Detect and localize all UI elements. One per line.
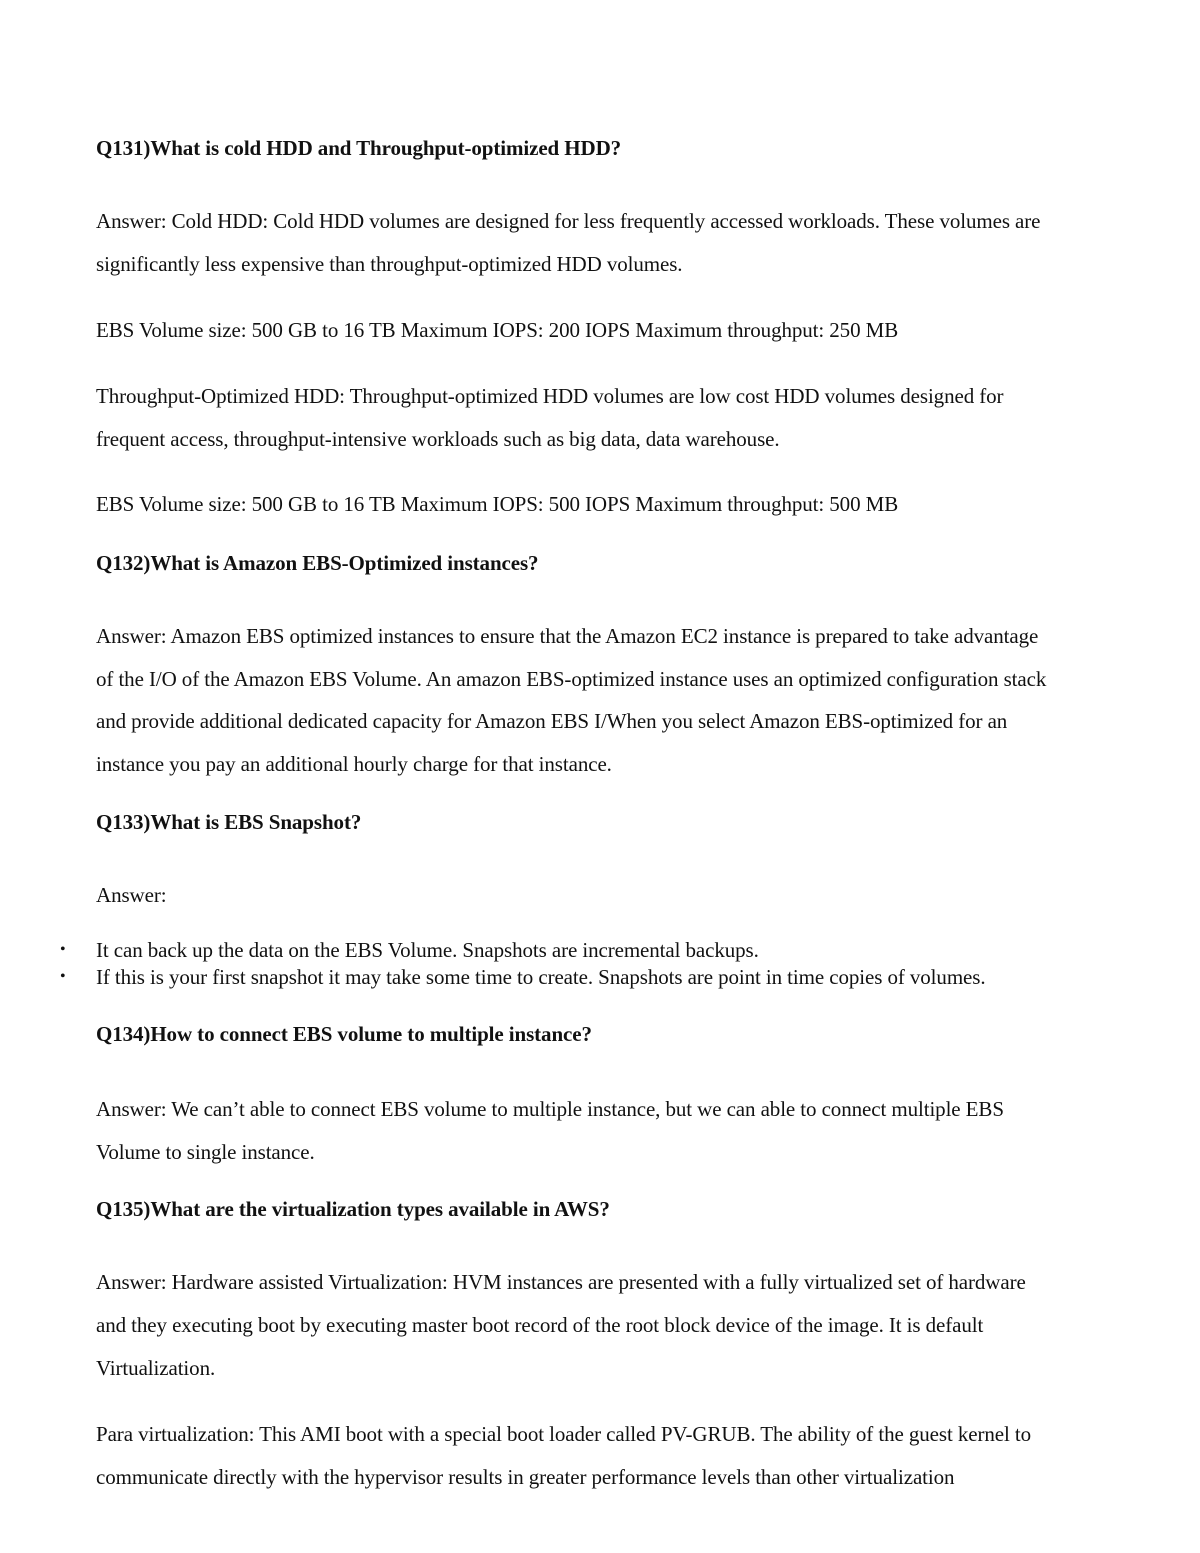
question-heading-q134: Q134)How to connect EBS volume to multiple instance?	[96, 1022, 592, 1046]
answer-line: Answer: We can’t able to connect EBS volume to multiple instance, but we can able to connect multiple EBS	[96, 1097, 1004, 1121]
answer-line: Throughput-Optimized HDD: Throughput-optimized HDD volumes are low cost HDD volumes designed for	[96, 384, 1004, 408]
spec-line: EBS Volume size: 500 GB to 16 TB Maximum IOPS: 500 IOPS Maximum throughput: 500 MB	[96, 492, 899, 516]
answer-label: Answer:	[96, 883, 167, 907]
spec-line: EBS Volume size: 500 GB to 16 TB Maximum IOPS: 200 IOPS Maximum throughput: 250 MB	[96, 318, 899, 342]
bullet-marker: •	[60, 968, 66, 985]
answer-line: and provide additional dedicated capacity for Amazon EBS I/When you select Amazon EBS-optimized for an	[96, 709, 1008, 733]
answer-line: Volume to single instance.	[96, 1140, 315, 1164]
question-heading-q133: Q133)What is EBS Snapshot?	[96, 810, 362, 834]
answer-line: significantly less expensive than throughput-optimized HDD volumes.	[96, 252, 683, 276]
answer-line: of the I/O of the Amazon EBS Volume. An amazon EBS-optimized instance uses an optimized configuration stack	[96, 667, 1047, 691]
answer-line: instance you pay an additional hourly charge for that instance.	[96, 752, 612, 776]
answer-line: communicate directly with the hypervisor results in greater performance levels than other virtualization	[96, 1465, 955, 1489]
list-item: If this is your first snapshot it may take some time to create. Snapshots are point in time copies of volumes.	[96, 965, 986, 989]
answer-line: Answer: Cold HDD: Cold HDD volumes are designed for less frequently accessed workloads. These volumes are	[96, 209, 1041, 233]
question-heading-q132: Q132)What is Amazon EBS-Optimized instances?	[96, 551, 539, 575]
answer-line: and they executing boot by executing master boot record of the root block device of the image. It is default	[96, 1313, 984, 1337]
answer-line: frequent access, throughput-intensive workloads such as big data, data warehouse.	[96, 427, 780, 451]
answer-line: Virtualization.	[96, 1356, 216, 1380]
answer-line: Para virtualization: This AMI boot with a special boot loader called PV-GRUB. The ability of the guest kernel to	[96, 1422, 1031, 1446]
list-item: It can back up the data on the EBS Volume. Snapshots are incremental backups.	[96, 938, 759, 962]
bullet-marker: •	[60, 941, 66, 958]
answer-line: Answer: Hardware assisted Virtualization: HVM instances are presented with a fully virtualized set of hardware	[96, 1270, 1026, 1294]
question-heading-q131: Q131)What is cold HDD and Throughput-optimized HDD?	[96, 136, 622, 160]
question-heading-q135: Q135)What are the virtualization types available in AWS?	[96, 1197, 610, 1221]
answer-line: Answer: Amazon EBS optimized instances to ensure that the Amazon EC2 instance is prepared to take advantage	[96, 624, 1039, 648]
